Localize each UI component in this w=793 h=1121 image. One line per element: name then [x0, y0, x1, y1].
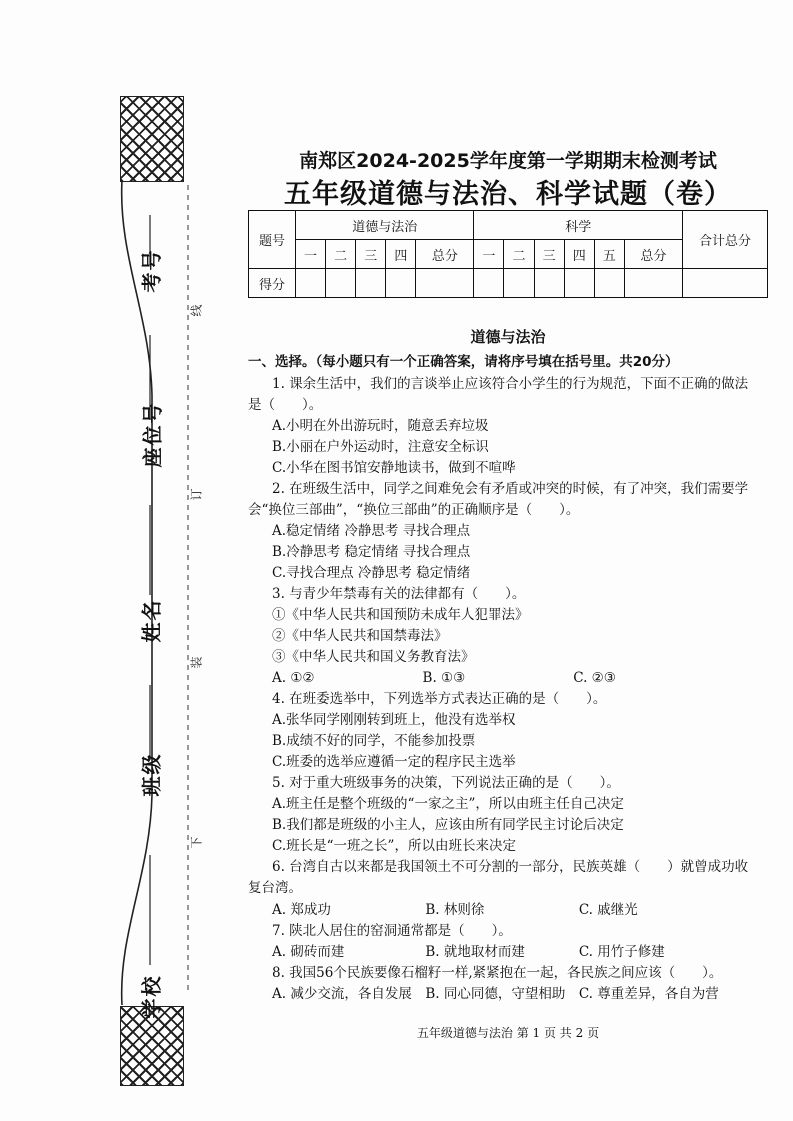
option-line: B.我们都是班级的小主人，应该由所有同学民主讨论后决定 [272, 817, 624, 833]
option-line: A.班主任是整个班级的“一家之主”，所以由班主任自己决定 [272, 796, 624, 812]
cut-mark-line: 线 [189, 304, 204, 317]
score-cell[interactable] [296, 269, 326, 298]
option-line: ①《中华人民共和国预防未成年人犯罪法》 [272, 607, 529, 623]
option-line: B.小丽在户外运动时，注意安全标识 [272, 439, 489, 455]
option-line: ②《中华人民共和国禁毒法》 [272, 628, 448, 644]
field-label-seat-number: 座位号 [140, 401, 165, 468]
score-col: 总分 [416, 240, 474, 269]
option-line: A.小明在外出游玩时，随意丢弃垃圾 [272, 418, 489, 434]
question-line: 5. 对于重大班级事务的决策，下列说法正确的是（ ）。 [272, 775, 620, 791]
part-heading: 一、选择。（每小题只有一个正确答案，请将序号填在括号里。共20分） [248, 354, 679, 370]
score-table-group-science: 科学 [474, 211, 683, 240]
score-table-group-morality: 道德与法治 [296, 211, 474, 240]
score-cell[interactable] [534, 269, 564, 298]
score-col: 一 [474, 240, 504, 269]
score-col: 二 [504, 240, 534, 269]
score-table-score-label: 得分 [249, 269, 296, 298]
page-footer: 五年级道德与法治 第 1 页 共 2 页 [416, 1026, 600, 1040]
section-title: 道德与法治 [470, 328, 546, 346]
score-col: 四 [564, 240, 594, 269]
score-cell[interactable] [356, 269, 386, 298]
score-cell[interactable] [326, 269, 356, 298]
question-line: 会“换位三部曲”，“换位三部曲”的正确顺序是（ ）。 [248, 502, 580, 518]
binding-hatch-top [120, 96, 184, 182]
option-line: A.稳定情绪 冷静思考 寻找合理点 [272, 523, 471, 539]
option-line: ③《中华人民共和国义务教育法》 [272, 649, 475, 665]
option-line: A. 减少交流，各自发展 B. 同心同德，守望相助 C. 尊重差异，各自为营 [272, 986, 719, 1002]
option-line: B.冷静思考 稳定情绪 寻找合理点 [272, 544, 471, 560]
score-col: 四 [386, 240, 416, 269]
cut-mark-mount: 装 [189, 656, 204, 669]
field-label-name: 姓名 [139, 598, 164, 643]
question-line: 7. 陕北人居住的窑洞通常都是（ ）。 [272, 923, 512, 939]
score-cell[interactable] [683, 269, 768, 298]
score-col: 三 [534, 240, 564, 269]
score-cell[interactable] [504, 269, 534, 298]
exam-title: 南郑区2024-2025学年度第一学期期末检测考试 [299, 150, 717, 172]
score-col: 二 [326, 240, 356, 269]
option-line: B.成绩不好的同学，不能参加投票 [272, 733, 476, 749]
cut-mark-down: 下 [189, 836, 204, 849]
score-cell[interactable] [386, 269, 416, 298]
score-col: 一 [296, 240, 326, 269]
option-line: A. 郑成功 B. 林则徐 C. 戚继光 [272, 902, 638, 918]
question-line: 3. 与青少年禁毒有关的法律都有（ ）。 [272, 586, 526, 602]
option-line: C.寻找合理点 冷静思考 稳定情绪 [272, 565, 471, 581]
exam-subtitle: 五年级道德与法治、科学试题（卷） [284, 179, 732, 210]
option-line: C.班委的选举应遵循一定的程序民主选举 [272, 754, 516, 770]
question-line: 2. 在班级生活中，同学之间难免会有矛盾或冲突的时候，有了冲突，我们需要学 [272, 481, 749, 497]
option-line: A. 砌砖而建 B. 就地取材而建 C. 用竹子修建 [272, 944, 665, 960]
option-line: C.小华在图书馆安静地读书，做到不喧哗 [272, 460, 516, 476]
field-label-class: 班级 [139, 752, 164, 797]
score-table-grand-total: 合计总分 [683, 211, 768, 269]
score-cell[interactable] [474, 269, 504, 298]
score-col: 五 [594, 240, 624, 269]
question-line: 复台湾。 [248, 880, 302, 896]
option-line: A.张华同学刚刚转到班上，他没有选举权 [272, 712, 516, 728]
field-label-school: 学校 [139, 974, 164, 1019]
question-line: 1. 课余生活中，我们的言谈举止应该符合小学生的行为规范，下面不正确的做法 [272, 376, 749, 392]
score-cell[interactable] [594, 269, 624, 298]
option-line: C.班长是“一班之长”，所以由班长来决定 [272, 838, 516, 854]
question-line: 8. 我国56个民族要像石榴籽一样,紧紧抱在一起，各民族之间应该（ ）。 [272, 965, 723, 981]
score-col: 三 [356, 240, 386, 269]
score-cell[interactable] [416, 269, 474, 298]
question-line: 4. 在班委选举中，下列选举方式表达正确的是（ ）。 [272, 691, 607, 707]
score-col: 总分 [624, 240, 682, 269]
score-table-question-label: 题号 [249, 211, 296, 269]
score-cell[interactable] [564, 269, 594, 298]
question-line: 6. 台湾自古以来都是我国领土不可分割的一部分，民族英雄（ ）就曾成功收 [272, 859, 749, 875]
cut-mark-bind: 订 [189, 488, 204, 501]
question-line: 是（ ）。 [248, 397, 323, 413]
option-line: A. ①② B. ①③ C. ②③ [272, 670, 616, 686]
field-label-exam-number: 考号 [139, 248, 164, 293]
binding-lines [110, 175, 220, 1010]
score-table [248, 210, 768, 298]
score-cell[interactable] [624, 269, 682, 298]
